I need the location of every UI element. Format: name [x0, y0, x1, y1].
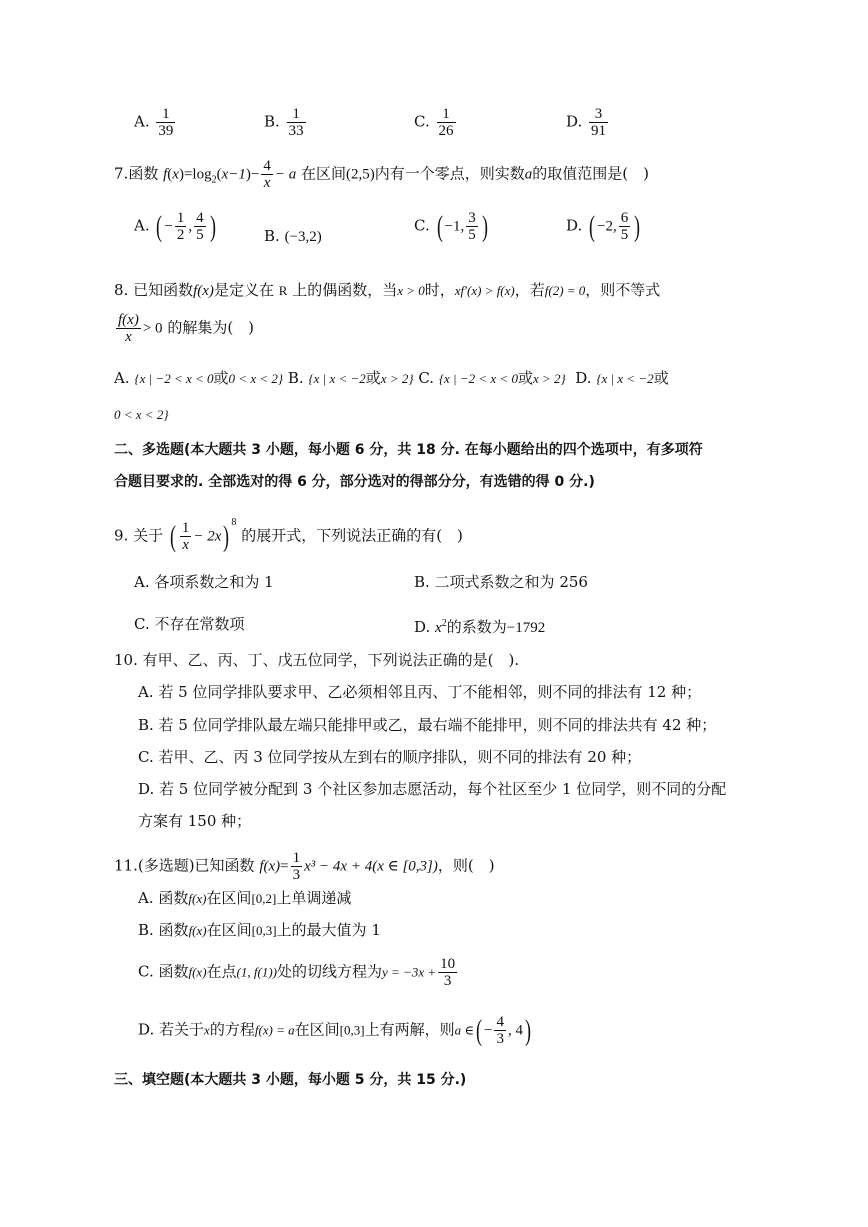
q6-option-a: A. $\frac{1}{39}$ [134, 106, 174, 139]
q9-stem: 9. 关于 ( $\frac{1}{x}$ − 2x) $^8$ 的展开式，下列说法正确的有( ) [114, 516, 463, 553]
section-2-heading: 二、多选题(本大题共 3 小题，每小题 6 分，共 18 分. 在每小题给出的四个选项中，有多项符 [114, 442, 703, 458]
q9-option-c: C. 不存在常数项 [134, 615, 245, 633]
q7-option-b: B. (−3,2) [264, 227, 322, 245]
q10-stem: 10. 有甲、乙、丙、丁、戊五位同学，下列说法正确的是( ). [114, 651, 520, 669]
q10-option-a: A. 若 5 位同学排队要求甲、乙必须相邻且丙、丁不能相邻，则不同的排法有 12 种； [138, 683, 702, 701]
section-3-heading: 三、填空题(本大题共 3 小题，每小题 5 分，共 15 分.) [114, 1072, 467, 1088]
q6-option-d: D. $\frac{3}{91}$ [566, 106, 607, 139]
q8-stem: 8. 已知函数f(x)是定义在 R 上的偶函数，当x > 0时，xf′(x) > f(x)，若f(2) = 0，则不等式 [114, 281, 661, 299]
q7-option-c: C. ( −1, $\frac{3}{5}$ ) [414, 209, 488, 243]
q6-option-b: B. $\frac{1}{33}$ [264, 106, 304, 139]
q6-option-c: C. $\frac{1}{26}$ [414, 106, 454, 139]
q10-option-d: D. 若 5 位同学被分配到 3 个社区参加志愿活动，每个社区至少 1 位同学，则不同的分配 [138, 780, 727, 798]
section-2-heading-cont: 合题目要求的. 全部选对的得 6 分，部分选对的得部分分，有选错的得 0 分.) [114, 474, 595, 490]
q7-option-a: A. ( − $\frac{1}{2}$ , $\frac{4}{5}$ ) [134, 209, 216, 243]
q11-stem: 11.(多选题)已知函数 f(x)= $\frac{1}{3}$ x³ − 4x + 4(x ∈ [0,3])，则( ) [114, 850, 495, 883]
q9-option-d: D. $x^2$的系数为−1792 [414, 618, 546, 636]
q11-option-b: B. 函数f(x)在区间[0,3]上的最大值为 1 [138, 921, 381, 939]
q8-option-d-cont: 0 < x < 2} [114, 407, 169, 422]
q7-option-d: D. ( −2, $\frac{6}{5}$ ) [566, 209, 641, 243]
q11-option-a: A. 函数f(x)在区间[0,2]上单调递减 [138, 889, 352, 907]
q11-option-c: C. 函数f(x)在点(1, f(1))处的切线方程为y = −3x + $\frac{10}{3}$ [138, 956, 456, 989]
q8-options: A. {x | −2 < x < 0或0 < x < 2} B. {x | x < −2或x > 2} C. {x | −2 < x < 0或x > 2} D. {x | x < −2或 [114, 369, 669, 387]
q8-stem-cont: $\frac{f(x)}{x}$ > 0 的解集为( ) [118, 312, 255, 345]
fraction: $\frac{1}{39}$ [158, 106, 174, 139]
q9-option-a: A. 各项系数之和为 1 [134, 573, 274, 591]
q11-option-d: D. 若关于x的方程f(x) = a在区间[0,3]上有两解，则a ∈( − $\frac{4}{3}$ , 4) [138, 1013, 531, 1047]
q10-option-d-cont: 方案有 150 种； [138, 812, 252, 830]
q10-option-b: B. 若 5 位同学排队最左端只能排甲或乙，最右端不能排甲，则不同的排法共有 42 种； [138, 716, 717, 734]
q7-stem: 7.函数 $f(x)=\log_2(x-1)-$ $\frac{4}{x}$ − a 在区间(2,5)内有一个零点，则实数a的取值范围是( ) [114, 158, 649, 191]
q9-option-b: B. 二项式系数之和为 256 [414, 573, 588, 591]
q10-option-c: C. 若甲、乙、丙 3 位同学按从左到右的顺序排队，则不同的排法有 20 种； [138, 748, 642, 766]
